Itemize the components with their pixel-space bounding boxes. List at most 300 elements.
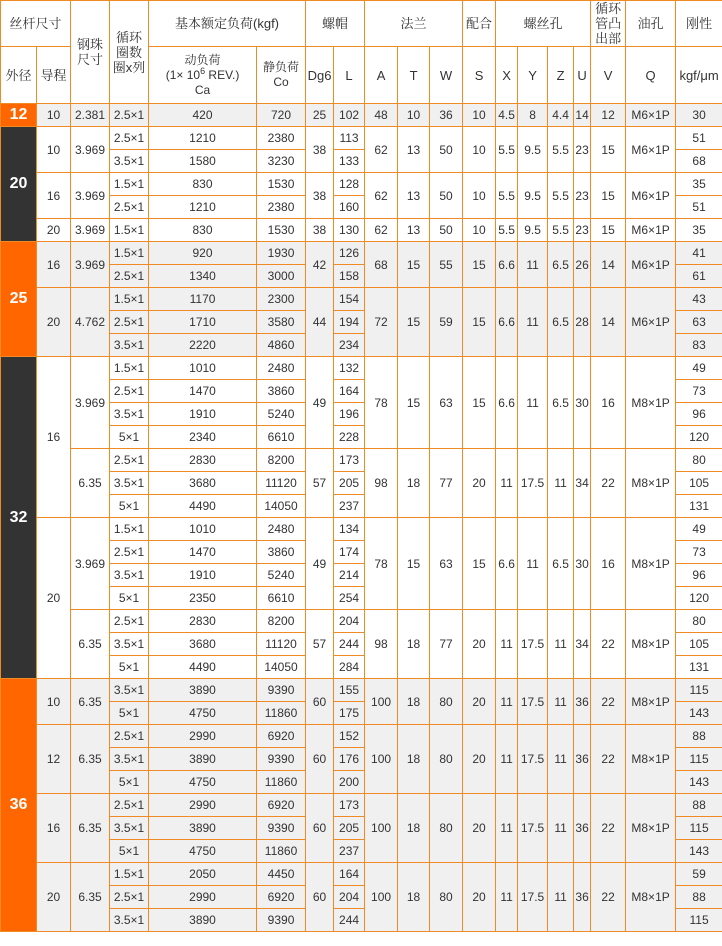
circuits-cell: 1.5×1 [110,173,149,196]
dg6-cell: 60 [306,725,334,794]
dg6-cell: 49 [306,357,334,449]
dim-A-cell: 62 [365,219,398,242]
length-cell: 254 [334,587,365,610]
circuits-cell: 1.5×1 [110,863,149,886]
dynamic-load-cell: 4750 [149,771,257,794]
rigidity-cell: 80 [676,449,722,472]
dim-T-cell: 15 [398,357,430,449]
dim-Q-cell: M8×1P [626,863,676,932]
length-cell: 234 [334,334,365,357]
length-cell: 134 [334,518,365,541]
header-static-load [257,47,306,104]
static-load-cell: 2480 [257,518,306,541]
dim-X-cell: 11 [496,863,518,932]
header-bolt-hole: 螺丝孔 [496,1,591,47]
dim-U-cell: 30 [574,518,591,610]
ball-size-cell: 6.35 [71,610,110,679]
table-row [1,104,722,127]
table-row [1,610,722,633]
dynamic-load-cell: 2830 [149,449,257,472]
dim-T-cell: 15 [398,518,430,610]
dim-A-cell: 78 [365,518,398,610]
length-cell: 228 [334,426,365,449]
dim-T-cell: 13 [398,127,430,173]
length-cell: 204 [334,610,365,633]
dim-S-cell: 15 [463,518,496,610]
table-row [1,173,722,196]
static-load-cell: 14050 [257,495,306,518]
ball-size-cell: 3.969 [71,173,110,219]
header-static-symbol: Co [273,75,289,89]
dim-S-cell: 15 [463,288,496,357]
header-dynamic-label: 动负荷 [184,52,221,67]
ball-size-cell: 3.969 [71,219,110,242]
dim-W-cell: 80 [430,679,463,725]
table-row [1,242,722,265]
header-U: U [574,47,591,104]
static-load-cell: 5240 [257,403,306,426]
header-screw-size: 丝杆尺寸 [1,1,71,47]
circuits-cell: 2.5×1 [110,380,149,403]
dim-Y-cell: 17.5 [518,679,548,725]
dim-Z-cell: 11 [548,679,574,725]
static-load-cell: 11120 [257,633,306,656]
dim-Y-cell: 9.5 [518,219,548,242]
dim-A-cell: 100 [365,679,398,725]
circuits-cell: 2.5×1 [110,886,149,909]
length-cell: 204 [334,886,365,909]
dim-A-cell: 48 [365,104,398,127]
dim-S-cell: 10 [463,219,496,242]
circuits-cell: 5×1 [110,840,149,863]
dim-S-cell: 20 [463,725,496,794]
dim-Q-cell: M6×1P [626,219,676,242]
rigidity-cell: 131 [676,495,722,518]
dim-T-cell: 18 [398,863,430,932]
length-cell: 194 [334,311,365,334]
rigidity-cell: 80 [676,610,722,633]
rigidity-cell: 35 [676,219,722,242]
circuits-cell: 5×1 [110,702,149,725]
static-load-cell: 9390 [257,679,306,702]
static-load-cell: 9390 [257,909,306,932]
static-load-cell: 3000 [257,265,306,288]
dynamic-load-cell: 3890 [149,909,257,932]
static-load-cell: 6610 [257,426,306,449]
length-cell: 173 [334,794,365,817]
circuits-cell: 3.5×1 [110,150,149,173]
dim-S-cell: 10 [463,127,496,173]
dim-A-cell: 72 [365,288,398,357]
circuits-cell: 2.5×1 [110,449,149,472]
header-rigidity: 刚性 [676,1,722,47]
lead-cell: 10 [37,127,71,173]
rigidity-cell: 143 [676,702,722,725]
header-Q: Q [626,47,676,104]
static-load-cell: 8200 [257,610,306,633]
dim-X-cell: 11 [496,610,518,679]
header-Y: Y [518,47,548,104]
dim-V-cell: 22 [591,679,626,725]
dg6-cell: 38 [306,219,334,242]
rigidity-cell: 49 [676,357,722,380]
dg6-cell: 60 [306,679,334,725]
dynamic-load-cell: 1710 [149,311,257,334]
static-load-cell: 5240 [257,564,306,587]
header-basic-load: 基本额定负荷(kgf) [149,1,306,47]
dim-A-cell: 98 [365,610,398,679]
dim-Y-cell: 11 [518,357,548,449]
dim-W-cell: 80 [430,725,463,794]
dynamic-load-cell: 1010 [149,357,257,380]
lead-cell: 12 [37,725,71,794]
ball-size-cell: 3.969 [71,357,110,449]
length-cell: 175 [334,702,365,725]
dim-W-cell: 63 [430,357,463,449]
ball-size-cell: 3.969 [71,242,110,288]
rigidity-cell: 49 [676,518,722,541]
dim-V-cell: 16 [591,357,626,449]
dim-Y-cell: 8 [518,104,548,127]
dim-X-cell: 5.5 [496,127,518,173]
circuits-cell: 2.5×1 [110,104,149,127]
rigidity-cell: 59 [676,863,722,886]
static-load-cell: 6920 [257,725,306,748]
dim-Q-cell: M8×1P [626,357,676,449]
dim-X-cell: 11 [496,794,518,863]
length-cell: 176 [334,748,365,771]
dynamic-load-cell: 830 [149,219,257,242]
circuits-cell: 1.5×1 [110,219,149,242]
circuits-cell: 5×1 [110,426,149,449]
lead-cell: 16 [37,242,71,288]
length-cell: 128 [334,173,365,196]
dim-U-cell: 36 [574,794,591,863]
static-load-cell: 3860 [257,541,306,564]
dynamic-load-cell: 4750 [149,840,257,863]
rigidity-cell: 43 [676,288,722,311]
outer-dia-cell: 20 [1,127,37,242]
header-T: T [398,47,430,104]
dim-X-cell: 11 [496,725,518,794]
length-cell: 284 [334,656,365,679]
dynamic-load-cell: 2220 [149,334,257,357]
dim-S-cell: 20 [463,449,496,518]
dg6-cell: 25 [306,104,334,127]
static-load-cell: 6920 [257,886,306,909]
circuits-cell: 5×1 [110,656,149,679]
header-L: L [334,47,365,104]
dim-Q-cell: M6×1P [626,288,676,357]
dim-U-cell: 36 [574,679,591,725]
dim-W-cell: 77 [430,610,463,679]
table-row [1,357,722,380]
dim-V-cell: 22 [591,449,626,518]
length-cell: 196 [334,403,365,426]
table-row [1,518,722,541]
length-cell: 205 [334,817,365,840]
dim-S-cell: 20 [463,610,496,679]
dg6-cell: 42 [306,242,334,288]
rigidity-cell: 30 [676,104,722,127]
circuits-cell: 3.5×1 [110,334,149,357]
length-cell: 152 [334,725,365,748]
rigidity-cell: 83 [676,334,722,357]
circuits-cell: 5×1 [110,495,149,518]
dim-Z-cell: 11 [548,725,574,794]
rigidity-cell: 88 [676,794,722,817]
circuits-cell: 1.5×1 [110,288,149,311]
dim-A-cell: 62 [365,173,398,219]
length-cell: 154 [334,288,365,311]
dim-W-cell: 50 [430,127,463,173]
dim-Z-cell: 5.5 [548,127,574,173]
dim-X-cell: 5.5 [496,173,518,219]
dim-X-cell: 6.6 [496,242,518,288]
length-cell: 126 [334,242,365,265]
static-load-cell: 1930 [257,242,306,265]
dim-Y-cell: 9.5 [518,173,548,219]
static-load-cell: 11860 [257,840,306,863]
dynamic-load-cell: 1210 [149,196,257,219]
dynamic-load-cell: 2990 [149,794,257,817]
circuits-cell: 5×1 [110,587,149,610]
dim-U-cell: 34 [574,449,591,518]
header-W: W [430,47,463,104]
header-oil-hole: 油孔 [626,1,676,47]
rigidity-cell: 68 [676,150,722,173]
circuits-cell: 3.5×1 [110,679,149,702]
dim-T-cell: 18 [398,794,430,863]
dim-Z-cell: 6.5 [548,518,574,610]
outer-dia-cell: 32 [1,357,37,679]
dim-U-cell: 28 [574,288,591,357]
dim-Z-cell: 11 [548,863,574,932]
dim-S-cell: 20 [463,794,496,863]
dim-Z-cell: 11 [548,610,574,679]
dim-W-cell: 80 [430,863,463,932]
dim-Q-cell: M6×1P [626,104,676,127]
header-dynamic-load [149,47,257,104]
length-cell: 164 [334,863,365,886]
dim-Z-cell: 6.5 [548,357,574,449]
static-load-cell: 8200 [257,449,306,472]
dim-V-cell: 15 [591,173,626,219]
dim-X-cell: 6.6 [496,357,518,449]
dim-A-cell: 100 [365,863,398,932]
rigidity-cell: 120 [676,426,722,449]
header-static-label: 静负荷 [263,60,300,74]
dim-Y-cell: 17.5 [518,863,548,932]
table-row [1,794,722,817]
dim-V-cell: 22 [591,863,626,932]
ball-size-cell: 4.762 [71,288,110,357]
table-row [1,863,722,886]
header-dynamic-rev-a: (1× 10 [165,67,201,82]
dim-T-cell: 18 [398,725,430,794]
dynamic-load-cell: 1910 [149,403,257,426]
table-row [1,288,722,311]
circuits-cell: 2.5×1 [110,794,149,817]
lead-cell: 16 [37,357,71,518]
dim-U-cell: 23 [574,127,591,173]
rigidity-cell: 115 [676,909,722,932]
lead-cell: 16 [37,794,71,863]
dynamic-load-cell: 1910 [149,564,257,587]
header-flange: 法兰 [365,1,463,47]
static-load-cell: 9390 [257,748,306,771]
dg6-cell: 44 [306,288,334,357]
circuits-cell: 2.5×1 [110,610,149,633]
dg6-cell: 57 [306,449,334,518]
table-row [1,219,722,242]
dynamic-load-cell: 2990 [149,886,257,909]
circuits-cell: 2.5×1 [110,541,149,564]
dim-U-cell: 36 [574,863,591,932]
lead-cell: 20 [37,863,71,932]
static-load-cell: 11120 [257,472,306,495]
rigidity-cell: 88 [676,886,722,909]
dim-Q-cell: M6×1P [626,127,676,173]
static-load-cell: 720 [257,104,306,127]
header-return-tube: 循环管凸出部 [591,1,626,47]
header-lead: 导程 [37,47,71,104]
dim-Z-cell: 6.5 [548,242,574,288]
dg6-cell: 38 [306,127,334,173]
length-cell: 164 [334,380,365,403]
static-load-cell: 1530 [257,173,306,196]
dim-V-cell: 22 [591,725,626,794]
length-cell: 214 [334,564,365,587]
dim-Q-cell: M8×1P [626,449,676,518]
header-ball-size: 钢珠尺寸 [71,1,110,104]
dynamic-load-cell: 1470 [149,380,257,403]
dim-X-cell: 11 [496,449,518,518]
length-cell: 158 [334,265,365,288]
dim-Y-cell: 9.5 [518,127,548,173]
lead-cell: 20 [37,288,71,357]
length-cell: 174 [334,541,365,564]
circuits-cell: 3.5×1 [110,817,149,840]
header-S: S [463,47,496,104]
header-circuits: 循环圈数圈x列 [110,1,149,104]
dynamic-load-cell: 2050 [149,863,257,886]
rigidity-cell: 51 [676,196,722,219]
dim-A-cell: 78 [365,357,398,449]
table-row [1,725,722,748]
dim-V-cell: 16 [591,518,626,610]
dim-Q-cell: M8×1P [626,610,676,679]
dim-W-cell: 80 [430,794,463,863]
dim-X-cell: 5.5 [496,219,518,242]
static-load-cell: 3230 [257,150,306,173]
dynamic-load-cell: 2340 [149,426,257,449]
dynamic-load-cell: 1010 [149,518,257,541]
circuits-cell: 3.5×1 [110,909,149,932]
dim-T-cell: 18 [398,679,430,725]
static-load-cell: 6610 [257,587,306,610]
rigidity-cell: 96 [676,564,722,587]
dynamic-load-cell: 3890 [149,679,257,702]
length-cell: 160 [334,196,365,219]
static-load-cell: 2380 [257,127,306,150]
circuits-cell: 2.5×1 [110,265,149,288]
ball-size-cell: 6.35 [71,794,110,863]
dg6-cell: 57 [306,610,334,679]
rigidity-cell: 35 [676,173,722,196]
ball-size-cell: 3.969 [71,127,110,173]
outer-dia-cell: 12 [1,104,37,127]
dim-V-cell: 15 [591,127,626,173]
rigidity-cell: 88 [676,725,722,748]
static-load-cell: 11860 [257,702,306,725]
dim-T-cell: 15 [398,242,430,288]
dim-W-cell: 63 [430,518,463,610]
static-load-cell: 11860 [257,771,306,794]
dim-U-cell: 23 [574,173,591,219]
dynamic-load-cell: 1470 [149,541,257,564]
dim-Z-cell: 5.5 [548,173,574,219]
dim-X-cell: 6.6 [496,288,518,357]
dim-W-cell: 55 [430,242,463,288]
header-dynamic-symbol: Ca [194,82,211,97]
dynamic-load-cell: 4490 [149,656,257,679]
dynamic-load-cell: 830 [149,173,257,196]
rigidity-cell: 115 [676,748,722,771]
dynamic-load-cell: 2350 [149,587,257,610]
static-load-cell: 3580 [257,311,306,334]
length-cell: 130 [334,219,365,242]
dim-V-cell: 15 [591,219,626,242]
dynamic-load-cell: 420 [149,104,257,127]
dynamic-load-cell: 4750 [149,702,257,725]
table-row [1,679,722,702]
circuits-cell: 5×1 [110,771,149,794]
length-cell: 237 [334,840,365,863]
length-cell: 113 [334,127,365,150]
rigidity-cell: 143 [676,840,722,863]
dim-Q-cell: M8×1P [626,518,676,610]
circuits-cell: 3.5×1 [110,564,149,587]
dim-U-cell: 36 [574,725,591,794]
dim-X-cell: 11 [496,679,518,725]
dim-T-cell: 18 [398,449,430,518]
dim-V-cell: 22 [591,610,626,679]
dim-Y-cell: 11 [518,288,548,357]
dynamic-load-cell: 920 [149,242,257,265]
dim-W-cell: 50 [430,219,463,242]
dim-S-cell: 20 [463,863,496,932]
dim-S-cell: 20 [463,679,496,725]
dim-Y-cell: 11 [518,242,548,288]
static-load-cell: 14050 [257,656,306,679]
circuits-cell: 3.5×1 [110,403,149,426]
dim-W-cell: 59 [430,288,463,357]
header-row-1 [1,1,722,47]
static-load-cell: 2300 [257,288,306,311]
header-X: X [496,47,518,104]
dim-Q-cell: M8×1P [626,794,676,863]
dynamic-load-cell: 4490 [149,495,257,518]
circuits-cell: 2.5×1 [110,725,149,748]
dim-U-cell: 30 [574,357,591,449]
dynamic-load-cell: 2830 [149,610,257,633]
rigidity-cell: 41 [676,242,722,265]
dg6-cell: 49 [306,518,334,610]
outer-dia-cell: 36 [1,679,37,932]
dim-V-cell: 14 [591,242,626,288]
dim-Y-cell: 17.5 [518,725,548,794]
